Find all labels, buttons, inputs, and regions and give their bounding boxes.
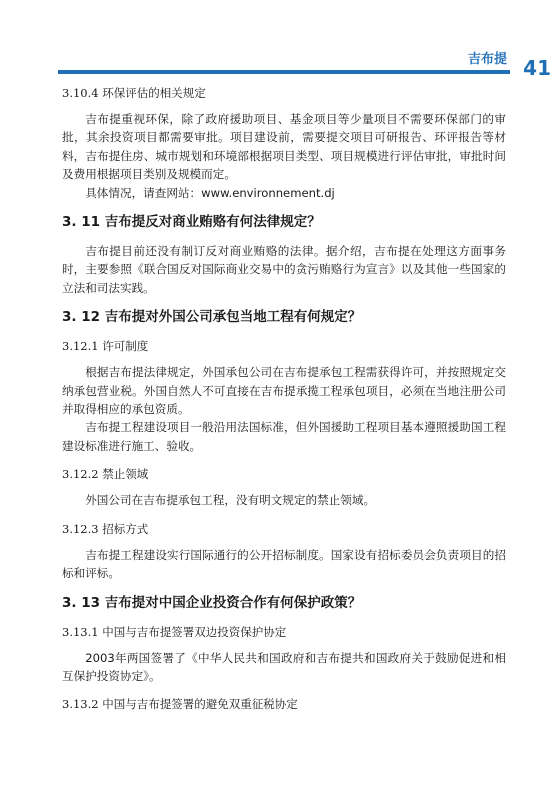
section-3-12-3 xyxy=(62,520,506,583)
subsection-heading: 3.13.1 中国与吉布提签署双边投资保护协定 xyxy=(62,624,287,639)
section-heading: 3. 13 吉布提对中国企业投资合作有何保护政策？ xyxy=(62,594,362,611)
section-heading: 3. 12 吉布提对外国公司承包当地工程有何规定？ xyxy=(62,309,362,326)
section-3-12-1 xyxy=(62,337,506,455)
subsection-heading: 3.10.4 环保评估的相关规定 xyxy=(62,86,206,100)
paragraph: 吉布提工程建设项目一般沿用法国标准，但外国援助工程项目基本遵照援助国工程建设标准进行施工、验收。 xyxy=(62,420,506,453)
paragraph: 具体情况，请查网站：www.environnement.dj xyxy=(85,185,335,200)
page-content xyxy=(62,84,506,721)
subsection-heading: 3.12.3 招标方式 xyxy=(62,521,149,536)
subsection-heading: 3.12.1 许可制度 xyxy=(62,339,149,354)
section-3-13-1 xyxy=(62,623,506,686)
paragraph: 吉布提重视环保，除了政府援助项目、基金项目等少量项目不需要环保部门的审批，其余投资项目都需要审批。项目建设前，需要提交项目可研报告、环评报告等材料，吉布提住房、城市规划和环境部根据项目类型、项目规模进行评估审批，审批时间及费用根据项目类别及规模而定。 xyxy=(62,112,506,182)
paragraph: 2003年两国签署了《中华人民共和国政府和吉布提共和国政府关于鼓励促进和相互保护投资协定》。 xyxy=(62,650,506,683)
paragraph: 吉布提目前还没有制订反对商业贿赂的法律。据介绍，吉布提在处理这方面事务时，主要参照《联合国反对国际商业交易中的贪污贿赂行为宣言》以及其他一些国家的立法和司法实践。 xyxy=(62,244,506,295)
subsection-heading: 3.13.2 中国与吉布提签署的避免双重征税协定 xyxy=(62,697,298,712)
page-number: 41 xyxy=(523,56,551,80)
paragraph: 外国公司在吉布提承包工程，没有明文规定的禁止领域。 xyxy=(85,493,376,508)
section-heading: 3. 11 吉布提反对商业贿赂有何法律规定？ xyxy=(62,214,321,231)
paragraph: 根据吉布提法律规定，外国承包公司在吉布提承包工程需获得许可，并按照规定交纳承包营业税。外国自然人不可直接在吉布提承揽工程承包项目，必须在当地注册公司并取得相应的承包资质。 xyxy=(62,365,506,417)
paragraph: 吉布提工程建设实行国际通行的公开招标制度。国家设有招标委员会负责项目的招标和评标。 xyxy=(62,547,506,581)
section-3-11 xyxy=(62,212,506,297)
section-3-10-4 xyxy=(62,84,506,202)
header-section-label: 吉布提 xyxy=(467,52,507,67)
section-3-12-2 xyxy=(62,465,506,509)
subsection-heading: 3.12.2 禁止领域 xyxy=(62,467,149,482)
header-rule xyxy=(58,70,510,74)
